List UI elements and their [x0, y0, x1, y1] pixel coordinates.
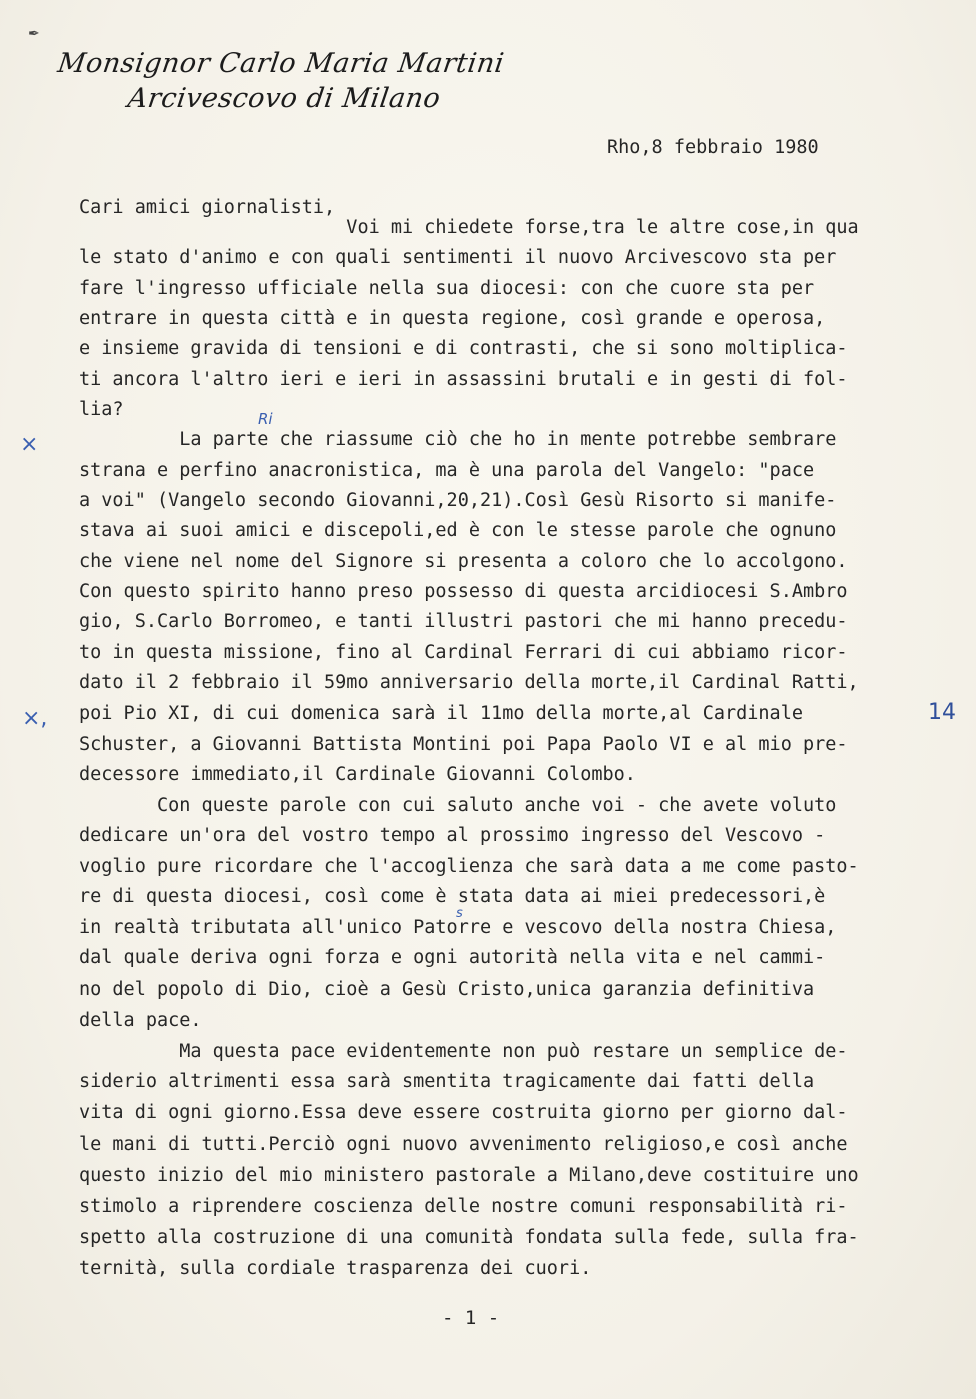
text-line: Cari amici giornalisti,	[79, 197, 336, 218]
margin-mark-right: 14	[928, 700, 956, 725]
text-line: gio, S.Carlo Borromeo, e tanti illustri pastori che mi hanno precedu-	[79, 611, 848, 632]
text-line: lia?	[79, 399, 124, 420]
text-line: e insieme gravida di tensioni e di contrasti, che si sono moltiplica-	[79, 338, 848, 359]
text-line: Con queste parole con cui saluto anche voi - che avete voluto	[79, 795, 837, 816]
text-line: in realtà tributata all'unico Patorre e vescovo della nostra Chiesa,	[79, 917, 837, 938]
letterhead	[55, 48, 507, 114]
text-line: della pace.	[79, 1010, 202, 1031]
text-line: stimolo a riprendere coscienza delle nostre comuni responsabilità ri-	[79, 1196, 848, 1217]
text-line: La parte che riassume ciò che ho in mente potrebbe sembrare	[79, 429, 837, 450]
letter-date: Rho,8 febbraio 1980	[607, 137, 819, 158]
text-line: Con questo spirito hanno preso possesso di questa arcidiocesi S.Ambro	[79, 581, 848, 602]
text-line: strana e perfino anacronistica, ma è una parola del Vangelo: "pace	[79, 460, 815, 481]
text-line: to in questa missione, fino al Cardinal Ferrari di cui abbiamo ricor-	[79, 642, 848, 663]
text-line: siderio altrimenti essa sarà smentita tragicamente dai fatti della	[79, 1071, 815, 1092]
text-line: fare l'ingresso ufficiale nella sua diocesi: con che cuore sta per	[79, 278, 815, 299]
text-line: le mani di tutti.Perciò ogni nuovo avvenimento religioso,e così anche	[79, 1134, 848, 1155]
text-line: che viene nel nome del Signore si presenta a coloro che lo accolgono.	[79, 551, 848, 572]
text-line: dedicare un'ora del vostro tempo al prossimo ingresso del Vescovo -	[79, 825, 826, 846]
text-line: Ma questa pace evidentemente non può restare un semplice de-	[79, 1041, 848, 1062]
text-line: re di questa diocesi, così come è stata data ai miei predecessori,è	[79, 886, 826, 907]
text-line: dal quale deriva ogni forza e ogni autorità nella vita e nel cammi-	[79, 947, 826, 968]
page-number: - 1 -	[442, 1307, 500, 1329]
text-line: poi Pio XI, di cui domenica sarà il 11mo della morte,al Cardinale	[79, 703, 803, 724]
text-line: le stato d'animo e con quali sentimenti il nuovo Arcivescovo sta per	[79, 247, 837, 268]
margin-mark-left-2: ×,	[22, 706, 48, 731]
text-line: dato il 2 febbraio il 59mo anniversario della morte,il Cardinal Ratti,	[79, 672, 859, 693]
text-line: vita di ogni giorno.Essa deve essere costruita giorno per giorno dal-	[79, 1102, 848, 1123]
text-line: voglio pure ricordare che l'accoglienza che sarà data a me come pasto-	[79, 856, 859, 877]
text-line: a voi" (Vangelo secondo Giovanni,20,21).Così Gesù Risorto si manife-	[79, 490, 837, 511]
letterhead-name: Monsignor Carlo Maria Martini	[55, 48, 507, 79]
text-line: decessore immediato,il Cardinale Giovanni Colombo.	[79, 764, 636, 785]
margin-mark-left-1: ×	[20, 432, 39, 457]
correction-above-pastore: s	[456, 906, 463, 921]
text-line: no del popolo di Dio, cioè a Gesù Cristo,unica garanzia definitiva	[79, 979, 815, 1000]
text-line: stava ai suoi amici e discepoli,ed è con le stesse parole che ognuno	[79, 520, 837, 541]
letterhead-title: Arcivescovo di Milano	[125, 83, 443, 114]
text-line: ti ancora l'altro ieri e ieri in assassini brutali e in gesti di fol-	[79, 369, 848, 390]
text-line: ternità, sulla cordiale trasparenza dei cuori.	[79, 1258, 592, 1279]
text-line: Schuster, a Giovanni Battista Montini poi Papa Paolo VI e al mio pre-	[79, 734, 848, 755]
corner-pen-mark: ✒	[28, 26, 40, 42]
text-line: questo inizio del mio ministero pastorale a Milano,deve costituire uno	[79, 1165, 859, 1186]
correction-above-parte: Ri	[258, 410, 273, 428]
text-line: entrare in questa città e in questa regione, così grande e operosa,	[79, 308, 826, 329]
text-line: spetto alla costruzione di una comunità fondata sulla fede, sulla fra-	[79, 1227, 859, 1248]
text-line: Voi mi chiedete forse,tra le altre cose,in qua	[79, 217, 859, 238]
